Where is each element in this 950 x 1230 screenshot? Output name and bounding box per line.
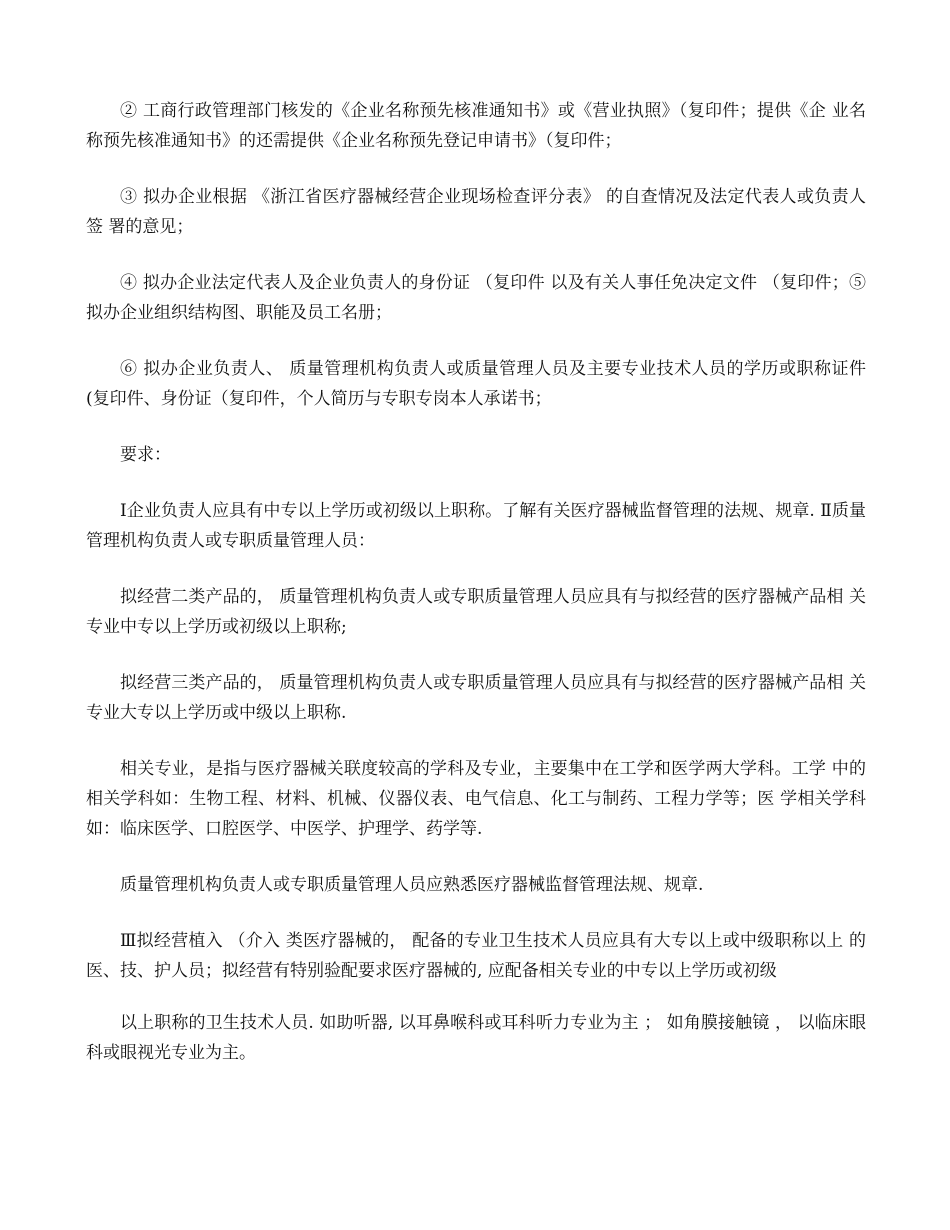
- paragraph-class-two-products: 拟经营二类产品的， 质量管理机构负责人或专职质量管理人员应具有与拟经营的医疗器械产品相 关专业中专以上学历或初级以上职称;: [86, 587, 866, 637]
- paragraph-requirement-1: Ⅰ企业负责人应具有中专以上学历或初级以上职称。了解有关医疗器械监督管理的法规、规章. Ⅱ质量管理机构负责人或专职质量管理人员：: [86, 501, 866, 551]
- paragraph-related-majors: 相关专业，是指与医疗器械关联度较高的学科及专业，主要集中在工学和医学两大学科。工学 中的相关学科如：生物工程、材料、机械、仪器仪表、电气信息、化工与制药、工程力学等；医 学相关学科如：临床医学、口腔医学、中医学、护理学、药学等.: [86, 759, 866, 839]
- document-page: [86, 96, 866, 1094]
- paragraph-requirements-heading: 要求：: [120, 445, 171, 465]
- paragraph-item-2: ② 工商行政管理部门核发的《企业名称预先核准通知书》或《营业执照》（复印件；提供《企 业名称预先核准通知书》的还需提供《企业名称预先登记申请书》（复印件；: [86, 101, 866, 151]
- paragraph-class-three-products: 拟经营三类产品的， 质量管理机构负责人或专职质量管理人员应具有与拟经营的医疗器械产品相 关专业大专以上学历或中级以上职称.: [86, 673, 866, 723]
- paragraph-item-6: ⑥ 拟办企业负责人、 质量管理机构负责人或质量管理人员及主要专业技术人员的学历或职称证件 (复印件、身份证（复印件，个人简历与专职专岗本人承诺书；: [86, 359, 866, 409]
- paragraph-item-3: ③ 拟办企业根据 《浙江省医疗器械经营企业现场检查评分表》 的自查情况及法定代表人或负责人 签 署的意见；: [86, 187, 866, 237]
- paragraph-requirement-3: Ⅲ拟经营植入 （介入 类医疗器械的， 配备的专业卫生技术人员应具有大专以上或中级职称以上 的医、技、护人员；拟经营有特别验配要求医疗器械的, 应配备相关专业的中专以上学历或初级: [86, 931, 866, 981]
- paragraph-item-4-5: ④ 拟办企业法定代表人及企业负责人的身份证 （复印件 以及有关人事任免决定文件 （复印件；⑤ 拟办企业组织结构图、职能及员工名册；: [86, 273, 866, 323]
- paragraph-examples: 以上职称的卫生技术人员. 如助听器, 以耳鼻喉科或耳科听力专业为主 ； 如角膜接触镜 ， 以临床眼 科或眼视光专业为主。: [86, 1013, 866, 1063]
- paragraph-familiarity-requirement: 质量管理机构负责人或专职质量管理人员应熟悉医疗器械监督管理法规、规章.: [120, 875, 704, 895]
